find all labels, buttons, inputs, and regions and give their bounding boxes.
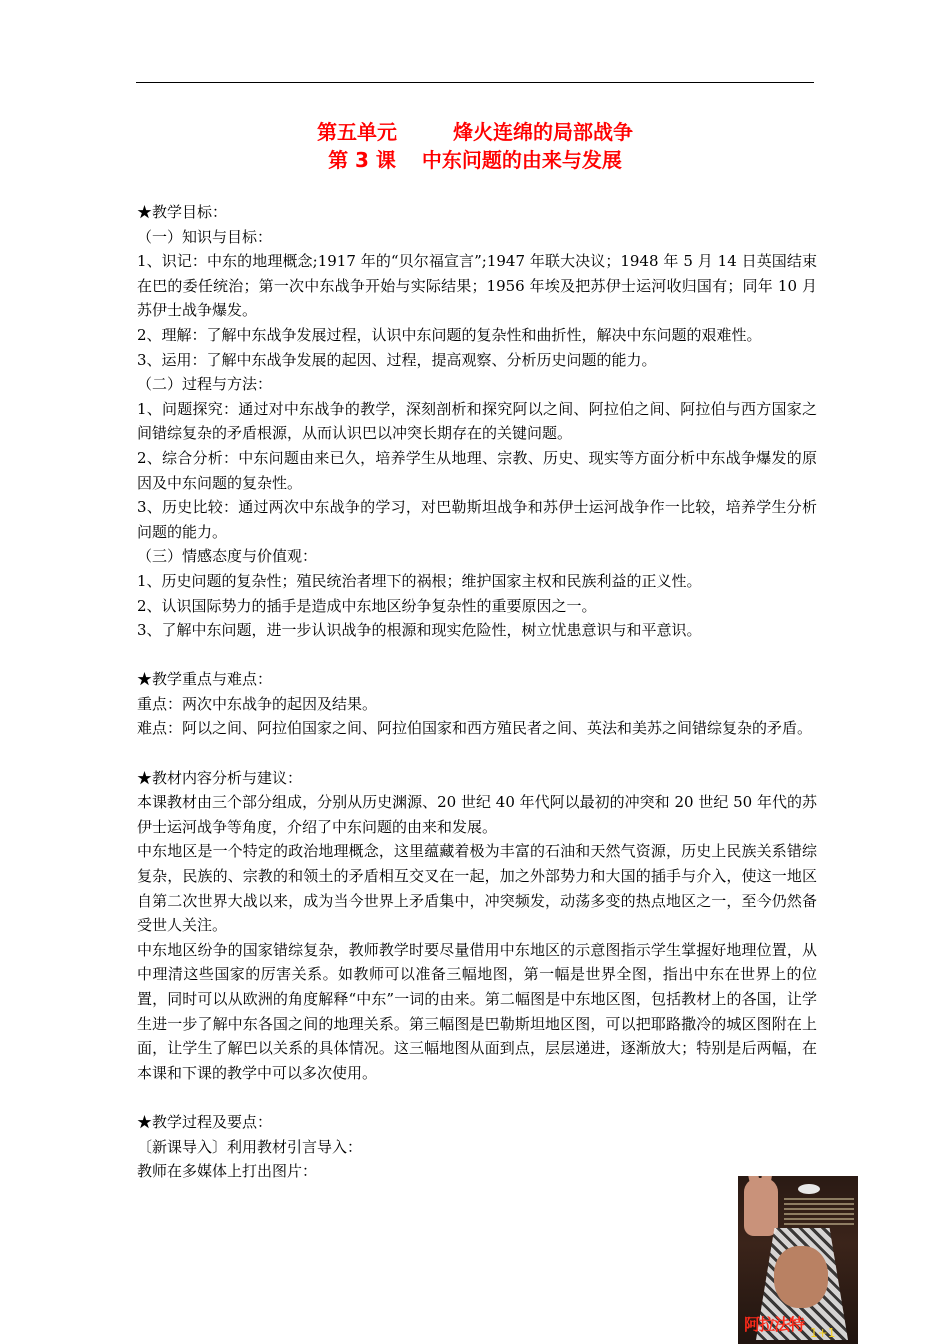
paragraph: （一）知识与目标：	[137, 227, 273, 246]
cover-subtitle: 1+1	[810, 1326, 836, 1340]
paragraph: 难点：阿以之间、阿拉伯国家之间、阿拉伯国家和西方殖民者之间、英法和美苏之间错综复杂的矛盾。	[137, 719, 813, 738]
paragraph: 〔新课导入〕利用教材引言导入：	[137, 1137, 363, 1156]
dove-icon	[798, 1184, 820, 1194]
paragraph: ★教学目标：	[137, 203, 228, 221]
blank-line	[137, 1085, 817, 1110]
paragraph: 中东地区纷争的国家错综复杂，教师教学时要尽量借用中东地区的示意图指示学生掌握好地理位置，从中理清这些国家的厉害关系。如教师可以准备三幅地图，第一幅是世界全图，指出中东在世界上的位置，同时可以从欧洲的角度解释“中东”一词的由来。第二幅图是中东地区图，包括教材上的各国，让学生进一步了解中东各国之间的地理关系。第三幅图是巴勒斯坦地区图，可以把耶路撒冷的城区图附在上面，让学生了解巴以关系的具体情况。这三幅地图从面到点，层层递进，逐渐放大；特别是后两幅，在本课和下课的教学中可以多次使用。	[137, 940, 817, 1082]
v-sign-hand	[744, 1178, 778, 1236]
paragraph: 教师在多媒体上打出图片：	[137, 1162, 318, 1181]
unit-title-line	[0, 118, 950, 146]
paragraph: 1、问题探究：通过对中东战争的教学，深刻剖析和探究阿以之间、阿拉伯之间、阿拉伯与西方国家之间错综复杂的矛盾根源，从而认识巴以冲突长期存在的关键问题。	[137, 399, 817, 443]
lesson-label: 第 3 课	[328, 148, 396, 172]
paragraph: （三）情感态度与价值观：	[137, 547, 318, 566]
paragraph: ★教学过程及要点：	[137, 1112, 273, 1131]
paragraph: 重点：两次中东战争的起因及结果。	[137, 694, 378, 713]
lesson-name: 中东问题的由来与发展	[421, 148, 622, 172]
paragraph: 中东地区是一个特定的政治地理概念，这里蕴藏着极为丰富的石油和天然气资源，历史上民族关系错综复杂，民族的、宗教的和领土的矛盾相互交叉在一起，加之外部势力和大国的插手与介入，使这一地区自第二次世界大战以来，成为当今世界上矛盾集中，冲突频发，动荡多变的热点地区之一，至今仍然备受世人关注。	[137, 842, 817, 935]
paragraph: 2、综合分析：中东问题由来已久，培养学生从地理、宗教、历史、现实等方面分析中东战争爆发的原因及中东问题的复杂性。	[137, 448, 817, 492]
paragraph: 1、识记：中东的地理概念;1917 年的“贝尔福宣言”;1947 年联大决议；1948 年 5 月 14 日英国结束在巴的委任统治；第一次中东战争开始与实际结果；1956 年埃及把苏伊士运河收归国有；同年 10 月苏伊士战争爆发。	[137, 252, 817, 320]
cover-title: 阿拉法特	[744, 1315, 805, 1334]
paragraph: 2、认识国际势力的插手是造成中东地区纷争复杂性的重要原因之一。	[137, 596, 597, 615]
paragraph: （二）过程与方法：	[137, 375, 273, 394]
paragraph: 3、了解中东问题，进一步认识战争的根源和现实危险性，树立忧患意识与和平意识。	[137, 621, 702, 640]
unit-label: 第五单元	[317, 120, 397, 144]
document-title	[0, 118, 950, 174]
arafat-book-cover-image	[738, 1176, 858, 1344]
portrait-face	[774, 1246, 828, 1308]
blank-line	[137, 741, 817, 766]
blank-line	[137, 643, 817, 668]
paragraph: 本课教材由三个部分组成，分别从历史渊源、20 世纪 40 年代阿以最初的冲突和 20 世纪 50 年代的苏伊士运河战争等角度，介绍了中东问题的由来和发展。	[137, 793, 817, 836]
header-rule	[136, 82, 814, 83]
lesson-title-line	[0, 146, 950, 174]
paragraph: 3、运用：了解中东战争发展的起因、过程，提高观察、分析历史问题的能力。	[137, 350, 657, 369]
paragraph: 2、理解：了解中东战争发展过程，认识中东问题的复杂性和曲折性，解决中东问题的艰难性。	[137, 325, 762, 344]
unit-name: 烽火连绵的局部战争	[453, 120, 633, 144]
paragraph: ★教材内容分析与建议：	[137, 768, 303, 787]
document-body	[137, 200, 817, 1184]
paragraph: 3、历史比较：通过两次中东战争的学习，对巴勒斯坦战争和苏伊士运河战争作一比较，培养学生分析问题的能力。	[137, 498, 817, 541]
paragraph: 1、历史问题的复杂性；殖民统治者埋下的祸根；维护国家主权和民族利益的正义性。	[137, 571, 702, 590]
paragraph: ★教学重点与难点：	[137, 670, 273, 689]
